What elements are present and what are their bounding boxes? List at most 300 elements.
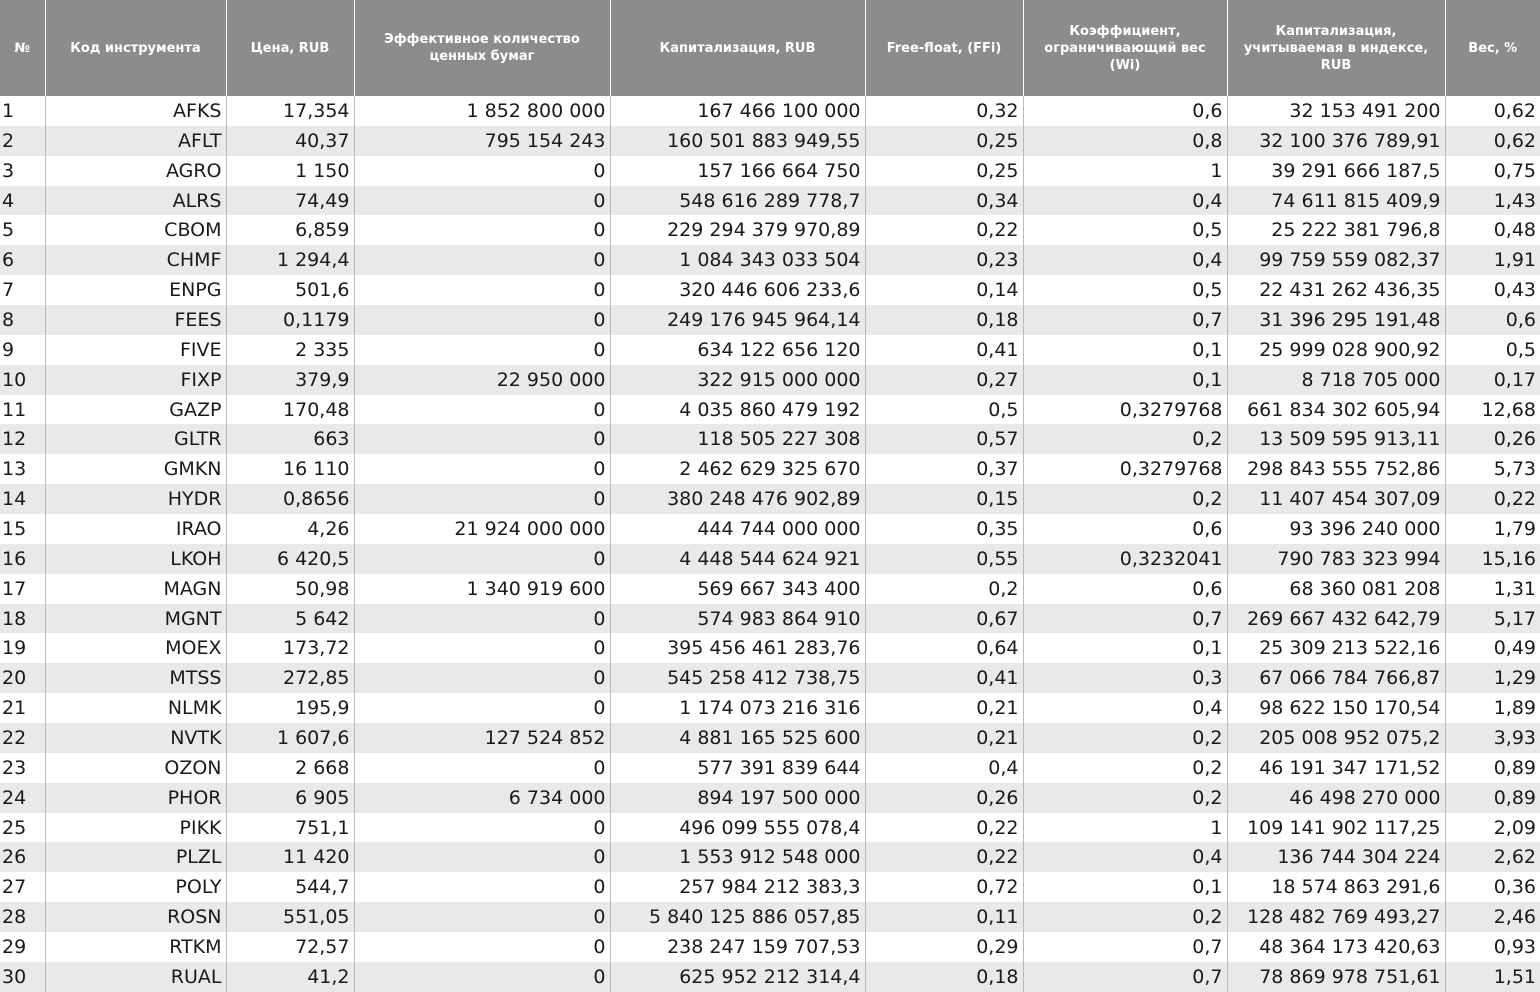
cell-price: 751,1 <box>226 813 354 843</box>
cell-effective-quantity: 0 <box>354 663 610 693</box>
cell-free-float: 0,15 <box>865 484 1023 514</box>
cell-weight-limit-coefficient: 0,4 <box>1023 245 1227 275</box>
cell-index-capitalization: 39 291 666 187,5 <box>1227 156 1445 186</box>
cell-instrument-code: FIVE <box>45 335 226 365</box>
cell-capitalization: 157 166 664 750 <box>610 156 865 186</box>
cell-free-float: 0,21 <box>865 723 1023 753</box>
cell-capitalization: 4 881 165 525 600 <box>610 723 865 753</box>
cell-capitalization: 229 294 379 970,89 <box>610 215 865 245</box>
cell-capitalization: 569 667 343 400 <box>610 574 865 604</box>
cell-weight-percent: 0,62 <box>1445 96 1540 126</box>
table-row <box>0 305 1540 335</box>
cell-free-float: 0,34 <box>865 186 1023 216</box>
cell-instrument-code: AFLT <box>45 126 226 156</box>
cell-price: 2 335 <box>226 335 354 365</box>
cell-weight-limit-coefficient: 0,6 <box>1023 574 1227 604</box>
cell-free-float: 0,21 <box>865 693 1023 723</box>
cell-effective-quantity: 127 524 852 <box>354 723 610 753</box>
cell-index-capitalization: 109 141 902 117,25 <box>1227 813 1445 843</box>
cell-price: 663 <box>226 424 354 454</box>
cell-free-float: 0,27 <box>865 365 1023 395</box>
cell-instrument-code: MAGN <box>45 574 226 604</box>
cell-free-float: 0,41 <box>865 663 1023 693</box>
column-header-free-float: Free-float, (FFi) <box>865 0 1023 96</box>
cell-number: 22 <box>0 723 45 753</box>
cell-number: 30 <box>0 962 45 992</box>
cell-instrument-code: ALRS <box>45 186 226 216</box>
cell-weight-limit-coefficient: 0,3279768 <box>1023 454 1227 484</box>
cell-index-capitalization: 18 574 863 291,6 <box>1227 872 1445 902</box>
column-header-weight-percent: Вес, % <box>1445 0 1540 96</box>
cell-free-float: 0,23 <box>865 245 1023 275</box>
column-header-capitalization: Капитализация, RUB <box>610 0 865 96</box>
table-body <box>0 96 1540 992</box>
cell-index-capitalization: 22 431 262 436,35 <box>1227 275 1445 305</box>
column-header-index-capitalization: Капитализация, учитываемая в индексе, RUB <box>1227 0 1445 96</box>
cell-free-float: 0,67 <box>865 604 1023 634</box>
table-row <box>0 753 1540 783</box>
cell-weight-limit-coefficient: 0,3232041 <box>1023 544 1227 574</box>
cell-index-capitalization: 205 008 952 075,2 <box>1227 723 1445 753</box>
cell-effective-quantity: 0 <box>354 962 610 992</box>
cell-weight-percent: 0,5 <box>1445 335 1540 365</box>
cell-instrument-code: OZON <box>45 753 226 783</box>
cell-weight-percent: 1,89 <box>1445 693 1540 723</box>
cell-weight-percent: 5,17 <box>1445 604 1540 634</box>
cell-instrument-code: IRAO <box>45 514 226 544</box>
cell-free-float: 0,22 <box>865 842 1023 872</box>
cell-number: 2 <box>0 126 45 156</box>
cell-index-capitalization: 13 509 595 913,11 <box>1227 424 1445 454</box>
cell-free-float: 0,35 <box>865 514 1023 544</box>
column-header-instrument-code: Код инструмента <box>45 0 226 96</box>
cell-weight-limit-coefficient: 0,7 <box>1023 604 1227 634</box>
cell-capitalization: 444 744 000 000 <box>610 514 865 544</box>
cell-effective-quantity: 0 <box>354 902 610 932</box>
cell-number: 23 <box>0 753 45 783</box>
cell-weight-limit-coefficient: 1 <box>1023 156 1227 186</box>
cell-weight-limit-coefficient: 0,2 <box>1023 753 1227 783</box>
cell-price: 551,05 <box>226 902 354 932</box>
cell-weight-percent: 1,79 <box>1445 514 1540 544</box>
cell-free-float: 0,25 <box>865 126 1023 156</box>
cell-effective-quantity: 0 <box>354 215 610 245</box>
cell-weight-limit-coefficient: 0,3 <box>1023 663 1227 693</box>
cell-weight-percent: 0,89 <box>1445 753 1540 783</box>
cell-capitalization: 634 122 656 120 <box>610 335 865 365</box>
column-header-effective-quantity: Эффективное количество ценных бумаг <box>354 0 610 96</box>
cell-effective-quantity: 0 <box>354 932 610 962</box>
cell-weight-limit-coefficient: 0,7 <box>1023 932 1227 962</box>
cell-instrument-code: PHOR <box>45 783 226 813</box>
cell-weight-percent: 0,26 <box>1445 424 1540 454</box>
cell-weight-limit-coefficient: 0,2 <box>1023 723 1227 753</box>
cell-effective-quantity: 0 <box>354 842 610 872</box>
cell-effective-quantity: 0 <box>354 186 610 216</box>
cell-price: 41,2 <box>226 962 354 992</box>
cell-effective-quantity: 0 <box>354 275 610 305</box>
cell-effective-quantity: 0 <box>354 633 610 663</box>
table-row <box>0 723 1540 753</box>
table-row <box>0 245 1540 275</box>
cell-number: 28 <box>0 902 45 932</box>
cell-free-float: 0,37 <box>865 454 1023 484</box>
cell-capitalization: 1 174 073 216 316 <box>610 693 865 723</box>
cell-effective-quantity: 0 <box>354 305 610 335</box>
cell-index-capitalization: 11 407 454 307,09 <box>1227 484 1445 514</box>
cell-index-capitalization: 48 364 173 420,63 <box>1227 932 1445 962</box>
cell-number: 27 <box>0 872 45 902</box>
cell-price: 74,49 <box>226 186 354 216</box>
cell-capitalization: 395 456 461 283,76 <box>610 633 865 663</box>
cell-weight-percent: 2,09 <box>1445 813 1540 843</box>
cell-instrument-code: NVTK <box>45 723 226 753</box>
table-row <box>0 514 1540 544</box>
cell-price: 6 420,5 <box>226 544 354 574</box>
cell-price: 195,9 <box>226 693 354 723</box>
cell-free-float: 0,5 <box>865 395 1023 425</box>
cell-instrument-code: GLTR <box>45 424 226 454</box>
cell-effective-quantity: 0 <box>354 484 610 514</box>
table-row <box>0 783 1540 813</box>
cell-instrument-code: MTSS <box>45 663 226 693</box>
cell-weight-limit-coefficient: 0,2 <box>1023 484 1227 514</box>
cell-weight-percent: 12,68 <box>1445 395 1540 425</box>
cell-weight-limit-coefficient: 0,7 <box>1023 962 1227 992</box>
cell-index-capitalization: 25 999 028 900,92 <box>1227 335 1445 365</box>
cell-capitalization: 625 952 212 314,4 <box>610 962 865 992</box>
cell-free-float: 0,57 <box>865 424 1023 454</box>
cell-capitalization: 496 099 555 078,4 <box>610 813 865 843</box>
cell-weight-percent: 1,51 <box>1445 962 1540 992</box>
cell-index-capitalization: 98 622 150 170,54 <box>1227 693 1445 723</box>
cell-instrument-code: CBOM <box>45 215 226 245</box>
cell-index-capitalization: 8 718 705 000 <box>1227 365 1445 395</box>
cell-number: 3 <box>0 156 45 186</box>
cell-index-capitalization: 25 222 381 796,8 <box>1227 215 1445 245</box>
column-header-number: № <box>0 0 45 96</box>
cell-number: 11 <box>0 395 45 425</box>
cell-weight-percent: 0,49 <box>1445 633 1540 663</box>
cell-effective-quantity: 0 <box>354 454 610 484</box>
cell-price: 72,57 <box>226 932 354 962</box>
cell-price: 173,72 <box>226 633 354 663</box>
cell-weight-limit-coefficient: 0,5 <box>1023 215 1227 245</box>
cell-effective-quantity: 0 <box>354 813 610 843</box>
cell-instrument-code: AGRO <box>45 156 226 186</box>
cell-free-float: 0,55 <box>865 544 1023 574</box>
cell-free-float: 0,14 <box>865 275 1023 305</box>
cell-instrument-code: PIKK <box>45 813 226 843</box>
cell-weight-limit-coefficient: 0,7 <box>1023 305 1227 335</box>
cell-effective-quantity: 0 <box>354 872 610 902</box>
cell-free-float: 0,32 <box>865 96 1023 126</box>
cell-weight-limit-coefficient: 0,2 <box>1023 902 1227 932</box>
cell-weight-percent: 3,93 <box>1445 723 1540 753</box>
table-row <box>0 215 1540 245</box>
cell-free-float: 0,41 <box>865 335 1023 365</box>
cell-weight-limit-coefficient: 0,4 <box>1023 693 1227 723</box>
cell-number: 29 <box>0 932 45 962</box>
cell-price: 17,354 <box>226 96 354 126</box>
cell-weight-limit-coefficient: 0,1 <box>1023 633 1227 663</box>
cell-free-float: 0,22 <box>865 813 1023 843</box>
cell-weight-percent: 15,16 <box>1445 544 1540 574</box>
cell-weight-limit-coefficient: 0,4 <box>1023 186 1227 216</box>
cell-capitalization: 4 035 860 479 192 <box>610 395 865 425</box>
column-header-weight-limit-coefficient: Коэффициент, ограничивающий вес (Wi) <box>1023 0 1227 96</box>
cell-price: 1 607,6 <box>226 723 354 753</box>
table-row <box>0 126 1540 156</box>
cell-weight-limit-coefficient: 0,6 <box>1023 514 1227 544</box>
cell-effective-quantity: 22 950 000 <box>354 365 610 395</box>
cell-weight-percent: 2,62 <box>1445 842 1540 872</box>
cell-price: 6,859 <box>226 215 354 245</box>
cell-weight-percent: 0,93 <box>1445 932 1540 962</box>
cell-capitalization: 320 446 606 233,6 <box>610 275 865 305</box>
cell-number: 24 <box>0 783 45 813</box>
cell-weight-percent: 0,22 <box>1445 484 1540 514</box>
cell-capitalization: 577 391 839 644 <box>610 753 865 783</box>
cell-number: 13 <box>0 454 45 484</box>
cell-weight-limit-coefficient: 0,5 <box>1023 275 1227 305</box>
cell-price: 6 905 <box>226 783 354 813</box>
cell-price: 170,48 <box>226 395 354 425</box>
cell-price: 11 420 <box>226 842 354 872</box>
cell-instrument-code: NLMK <box>45 693 226 723</box>
table-row <box>0 544 1540 574</box>
cell-instrument-code: MGNT <box>45 604 226 634</box>
table-row <box>0 842 1540 872</box>
cell-weight-limit-coefficient: 0,1 <box>1023 365 1227 395</box>
cell-price: 1 150 <box>226 156 354 186</box>
cell-price: 4,26 <box>226 514 354 544</box>
cell-effective-quantity: 21 924 000 000 <box>354 514 610 544</box>
cell-instrument-code: ENPG <box>45 275 226 305</box>
cell-free-float: 0,22 <box>865 215 1023 245</box>
cell-free-float: 0,4 <box>865 753 1023 783</box>
table-row <box>0 813 1540 843</box>
cell-index-capitalization: 790 783 323 994 <box>1227 544 1445 574</box>
cell-capitalization: 1 553 912 548 000 <box>610 842 865 872</box>
cell-free-float: 0,18 <box>865 305 1023 335</box>
cell-effective-quantity: 0 <box>354 424 610 454</box>
cell-free-float: 0,64 <box>865 633 1023 663</box>
cell-price: 2 668 <box>226 753 354 783</box>
cell-instrument-code: GMKN <box>45 454 226 484</box>
cell-index-capitalization: 136 744 304 224 <box>1227 842 1445 872</box>
cell-weight-limit-coefficient: 1 <box>1023 813 1227 843</box>
cell-capitalization: 548 616 289 778,7 <box>610 186 865 216</box>
cell-effective-quantity: 0 <box>354 156 610 186</box>
table-row <box>0 96 1540 126</box>
cell-effective-quantity: 0 <box>354 544 610 574</box>
cell-number: 10 <box>0 365 45 395</box>
cell-weight-percent: 2,46 <box>1445 902 1540 932</box>
cell-index-capitalization: 74 611 815 409,9 <box>1227 186 1445 216</box>
cell-price: 16 110 <box>226 454 354 484</box>
cell-effective-quantity: 6 734 000 <box>354 783 610 813</box>
cell-weight-limit-coefficient: 0,8 <box>1023 126 1227 156</box>
cell-number: 18 <box>0 604 45 634</box>
cell-number: 15 <box>0 514 45 544</box>
cell-number: 16 <box>0 544 45 574</box>
cell-instrument-code: RTKM <box>45 932 226 962</box>
table-row <box>0 872 1540 902</box>
cell-effective-quantity: 1 340 919 600 <box>354 574 610 604</box>
cell-weight-percent: 0,89 <box>1445 783 1540 813</box>
cell-weight-percent: 0,36 <box>1445 872 1540 902</box>
cell-index-capitalization: 46 191 347 171,52 <box>1227 753 1445 783</box>
cell-weight-percent: 5,73 <box>1445 454 1540 484</box>
cell-instrument-code: LKOH <box>45 544 226 574</box>
cell-weight-limit-coefficient: 0,4 <box>1023 842 1227 872</box>
cell-free-float: 0,26 <box>865 783 1023 813</box>
table-row <box>0 693 1540 723</box>
cell-capitalization: 167 466 100 000 <box>610 96 865 126</box>
cell-capitalization: 1 084 343 033 504 <box>610 245 865 275</box>
cell-weight-percent: 0,62 <box>1445 126 1540 156</box>
cell-index-capitalization: 78 869 978 751,61 <box>1227 962 1445 992</box>
table-row <box>0 186 1540 216</box>
cell-index-capitalization: 93 396 240 000 <box>1227 514 1445 544</box>
cell-index-capitalization: 46 498 270 000 <box>1227 783 1445 813</box>
table-row <box>0 902 1540 932</box>
cell-index-capitalization: 68 360 081 208 <box>1227 574 1445 604</box>
cell-effective-quantity: 0 <box>354 753 610 783</box>
cell-instrument-code: FIXP <box>45 365 226 395</box>
cell-free-float: 0,72 <box>865 872 1023 902</box>
cell-weight-percent: 0,6 <box>1445 305 1540 335</box>
cell-price: 5 642 <box>226 604 354 634</box>
cell-weight-percent: 1,91 <box>1445 245 1540 275</box>
cell-capitalization: 4 448 544 624 921 <box>610 544 865 574</box>
cell-price: 501,6 <box>226 275 354 305</box>
cell-number: 14 <box>0 484 45 514</box>
cell-weight-limit-coefficient: 0,1 <box>1023 335 1227 365</box>
cell-number: 8 <box>0 305 45 335</box>
table-row <box>0 454 1540 484</box>
cell-weight-percent: 0,17 <box>1445 365 1540 395</box>
cell-number: 25 <box>0 813 45 843</box>
cell-index-capitalization: 128 482 769 493,27 <box>1227 902 1445 932</box>
table-row <box>0 604 1540 634</box>
cell-index-capitalization: 32 100 376 789,91 <box>1227 126 1445 156</box>
cell-capitalization: 322 915 000 000 <box>610 365 865 395</box>
cell-weight-percent: 1,43 <box>1445 186 1540 216</box>
cell-weight-limit-coefficient: 0,3279768 <box>1023 395 1227 425</box>
cell-weight-limit-coefficient: 0,6 <box>1023 96 1227 126</box>
cell-instrument-code: POLY <box>45 872 226 902</box>
cell-number: 9 <box>0 335 45 365</box>
cell-price: 379,9 <box>226 365 354 395</box>
table-row <box>0 335 1540 365</box>
cell-free-float: 0,29 <box>865 932 1023 962</box>
cell-instrument-code: RUAL <box>45 962 226 992</box>
table-row <box>0 962 1540 992</box>
cell-instrument-code: PLZL <box>45 842 226 872</box>
cell-capitalization: 574 983 864 910 <box>610 604 865 634</box>
cell-effective-quantity: 0 <box>354 245 610 275</box>
cell-effective-quantity: 0 <box>354 693 610 723</box>
cell-instrument-code: FEES <box>45 305 226 335</box>
cell-index-capitalization: 67 066 784 766,87 <box>1227 663 1445 693</box>
cell-number: 21 <box>0 693 45 723</box>
cell-price: 0,8656 <box>226 484 354 514</box>
cell-number: 17 <box>0 574 45 604</box>
table-row <box>0 663 1540 693</box>
cell-capitalization: 5 840 125 886 057,85 <box>610 902 865 932</box>
cell-instrument-code: GAZP <box>45 395 226 425</box>
cell-price: 544,7 <box>226 872 354 902</box>
table-row <box>0 574 1540 604</box>
cell-weight-percent: 0,75 <box>1445 156 1540 186</box>
cell-number: 12 <box>0 424 45 454</box>
cell-weight-percent: 1,31 <box>1445 574 1540 604</box>
table-row <box>0 424 1540 454</box>
cell-index-capitalization: 298 843 555 752,86 <box>1227 454 1445 484</box>
cell-index-capitalization: 269 667 432 642,79 <box>1227 604 1445 634</box>
cell-free-float: 0,18 <box>865 962 1023 992</box>
cell-effective-quantity: 0 <box>354 395 610 425</box>
table-row <box>0 365 1540 395</box>
cell-weight-limit-coefficient: 0,2 <box>1023 424 1227 454</box>
cell-instrument-code: CHMF <box>45 245 226 275</box>
cell-free-float: 0,11 <box>865 902 1023 932</box>
cell-capitalization: 249 176 945 964,14 <box>610 305 865 335</box>
cell-instrument-code: MOEX <box>45 633 226 663</box>
cell-index-capitalization: 31 396 295 191,48 <box>1227 305 1445 335</box>
table-row <box>0 633 1540 663</box>
cell-weight-percent: 1,29 <box>1445 663 1540 693</box>
cell-price: 1 294,4 <box>226 245 354 275</box>
cell-number: 19 <box>0 633 45 663</box>
cell-number: 20 <box>0 663 45 693</box>
cell-weight-limit-coefficient: 0,2 <box>1023 783 1227 813</box>
column-header-price: Цена, RUB <box>226 0 354 96</box>
cell-number: 4 <box>0 186 45 216</box>
cell-number: 7 <box>0 275 45 305</box>
table-row <box>0 156 1540 186</box>
cell-effective-quantity: 1 852 800 000 <box>354 96 610 126</box>
cell-capitalization: 118 505 227 308 <box>610 424 865 454</box>
cell-effective-quantity: 0 <box>354 604 610 634</box>
cell-index-capitalization: 99 759 559 082,37 <box>1227 245 1445 275</box>
table-row <box>0 932 1540 962</box>
cell-capitalization: 160 501 883 949,55 <box>610 126 865 156</box>
cell-capitalization: 380 248 476 902,89 <box>610 484 865 514</box>
table-row <box>0 275 1540 305</box>
cell-free-float: 0,25 <box>865 156 1023 186</box>
cell-index-capitalization: 32 153 491 200 <box>1227 96 1445 126</box>
cell-capitalization: 2 462 629 325 670 <box>610 454 865 484</box>
cell-instrument-code: ROSN <box>45 902 226 932</box>
cell-number: 6 <box>0 245 45 275</box>
cell-number: 5 <box>0 215 45 245</box>
cell-number: 1 <box>0 96 45 126</box>
cell-price: 40,37 <box>226 126 354 156</box>
cell-index-capitalization: 25 309 213 522,16 <box>1227 633 1445 663</box>
table-row <box>0 484 1540 514</box>
table-row <box>0 395 1540 425</box>
cell-instrument-code: HYDR <box>45 484 226 514</box>
cell-price: 50,98 <box>226 574 354 604</box>
cell-effective-quantity: 0 <box>354 335 610 365</box>
header-row <box>0 0 1540 96</box>
cell-capitalization: 545 258 412 738,75 <box>610 663 865 693</box>
cell-price: 272,85 <box>226 663 354 693</box>
cell-free-float: 0,2 <box>865 574 1023 604</box>
